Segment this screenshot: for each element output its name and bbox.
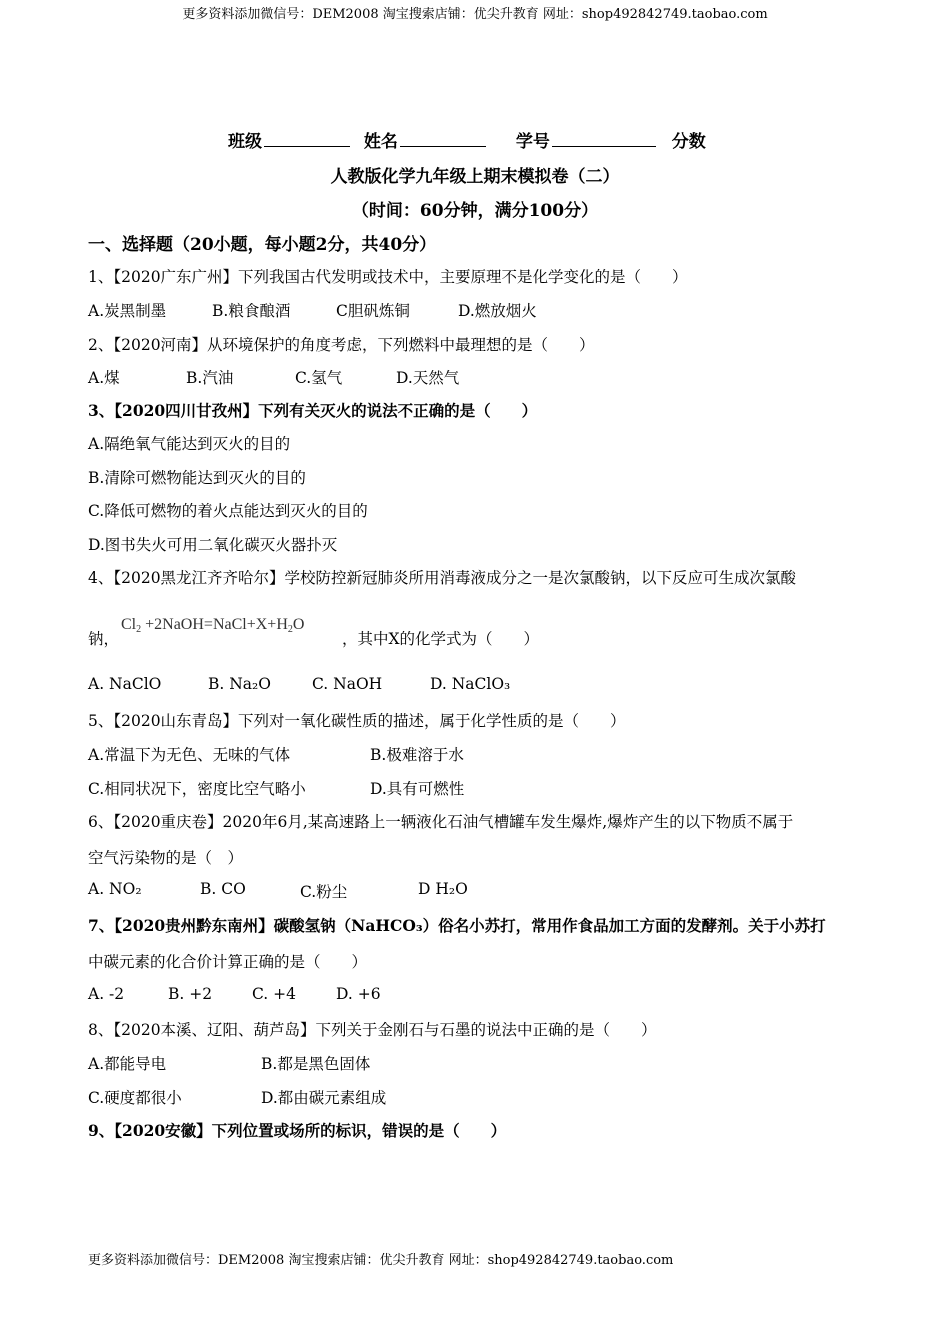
page-title: 人教版化学九年级上期末模拟卷（二） [330, 167, 620, 187]
question-9-stem: 9、【2020安徽】下列位置或场所的标识，错误的是（ ） [88, 1121, 507, 1140]
q5-option-d[interactable]: D.具有可燃性 [370, 780, 465, 798]
q5-option-a[interactable]: A.常温下为无色、无味的气体 [88, 746, 291, 764]
class-blank[interactable] [264, 132, 350, 147]
id-blank[interactable] [552, 132, 656, 147]
section-heading: 一、选择题（20小题，每小题2分，共40分） [88, 235, 437, 255]
q8-option-d[interactable]: D.都由碳元素组成 [261, 1089, 387, 1107]
q2-option-c[interactable]: C.氢气 [295, 369, 343, 387]
info-line [228, 127, 706, 152]
question-8-stem: 8、【2020本溪、辽阳、葫芦岛】下列关于金刚石与石墨的说法中正确的是（ ） [88, 1021, 657, 1039]
page-header: 更多资料添加微信号：DEM2008 淘宝搜索店铺：优尖升教育 网址：shop492842749.taobao.com [182, 7, 768, 22]
q1-option-a[interactable]: A.炭黑制墨 [88, 302, 167, 320]
q5-option-c[interactable]: C.相同状况下，密度比空气略小 [88, 780, 306, 798]
class-label: 班级 [228, 132, 262, 152]
q1-option-b[interactable]: B.粮食酿酒 [212, 302, 291, 320]
q7-option-c[interactable]: C. +4 [252, 985, 297, 1003]
q4-line2-post: ，其中X的化学式为（ ） [342, 630, 540, 648]
q8-option-b[interactable]: B.都是黑色固体 [261, 1055, 371, 1073]
q3-option-a[interactable]: A.隔绝氧气能达到灭火的目的 [88, 435, 291, 453]
formula-h-sub: 2 [287, 624, 293, 635]
question-4-stem: 4、【2020黑龙江齐齐哈尔】学校防控新冠肺炎所用消毒液成分之一是次氯酸钠，以下反应可生成次氯酸 [88, 569, 797, 587]
q4-option-d[interactable]: D. NaClO₃ [430, 675, 511, 693]
q4-option-b[interactable]: B. Na₂O [208, 675, 271, 693]
formula-cl-sub: 2 [136, 624, 142, 635]
q6-option-a[interactable]: A. NO₂ [88, 880, 142, 898]
q8-option-c[interactable]: C.硬度都很小 [88, 1089, 182, 1107]
q6-option-b[interactable]: B. CO [200, 880, 246, 898]
q3-option-c[interactable]: C.降低可燃物的着火点能达到灭火的目的 [88, 502, 368, 520]
question-3-stem: 3、【2020四川甘孜州】下列有关灭火的说法不正确的是（ ） [88, 401, 538, 420]
name-label: 姓名 [363, 132, 398, 152]
formula-cl: Cl [121, 616, 137, 633]
q1-option-c[interactable]: C胆矾炼铜 [336, 302, 410, 320]
q5-option-b[interactable]: B.极难溶于水 [370, 746, 464, 764]
id-label: 学号 [515, 132, 550, 152]
question-5-stem: 5、【2020山东青岛】下列对一氧化碳性质的描述，属于化学性质的是（ ） [88, 712, 626, 730]
name-blank[interactable] [400, 132, 486, 147]
q2-option-d[interactable]: D.天然气 [396, 369, 460, 387]
q6-option-d[interactable]: D H₂O [418, 880, 468, 898]
question-6-stem: 6、【2020重庆卷】2020年6月,某高速路上一辆液化石油气槽罐车发生爆炸,爆炸产生的以下物质不属于 [88, 813, 794, 831]
score-label: 分数 [671, 132, 706, 152]
formula-o: O [292, 616, 305, 633]
q7-option-a[interactable]: A. -2 [88, 985, 125, 1003]
q4-line2-pre: 钠， [88, 630, 120, 648]
q4-formula [121, 616, 304, 635]
q7-option-d[interactable]: D. +6 [336, 985, 381, 1003]
q4-option-c[interactable]: C. NaOH [312, 675, 383, 693]
formula-mid: +2NaOH=NaCl+X+H [141, 616, 288, 633]
question-6-stem-2: 空气污染物的是（ ） [88, 849, 244, 867]
q2-option-b[interactable]: B.汽油 [186, 369, 234, 387]
q6-option-c[interactable]: C.粉尘 [300, 883, 348, 901]
question-2-stem: 2、【2020河南】从环境保护的角度考虑，下列燃料中最理想的是（ ） [88, 336, 595, 354]
q8-option-a[interactable]: A.都能导电 [88, 1055, 167, 1073]
question-1-stem: 1、【2020广东广州】下列我国古代发明或技术中，主要原理不是化学变化的是（ ） [88, 268, 688, 286]
page-footer: 更多资料添加微信号：DEM2008 淘宝搜索店铺：优尖升教育 网址：shop492842749.taobao.com [88, 1253, 674, 1268]
q1-option-d[interactable]: D.燃放烟火 [458, 302, 537, 320]
page-subtitle: （时间：60分钟，满分100分） [351, 201, 599, 221]
q4-option-a[interactable]: A. NaClO [88, 675, 162, 693]
question-7-stem-2: 中碳元素的化合价计算正确的是（ ） [88, 953, 368, 971]
q7-option-b[interactable]: B. +2 [168, 985, 213, 1003]
q3-option-b[interactable]: B.清除可燃物能达到灭火的目的 [88, 469, 306, 487]
q2-option-a[interactable]: A.煤 [88, 369, 120, 387]
question-7-stem: 7、【2020贵州黔东南州】碳酸氢钠（NaHCO₃）俗名小苏打，常用作食品加工方面的发酵剂。关于小苏打 [88, 916, 826, 935]
q3-option-d[interactable]: D.图书失火可用二氧化碳灭火器扑灭 [88, 536, 338, 554]
